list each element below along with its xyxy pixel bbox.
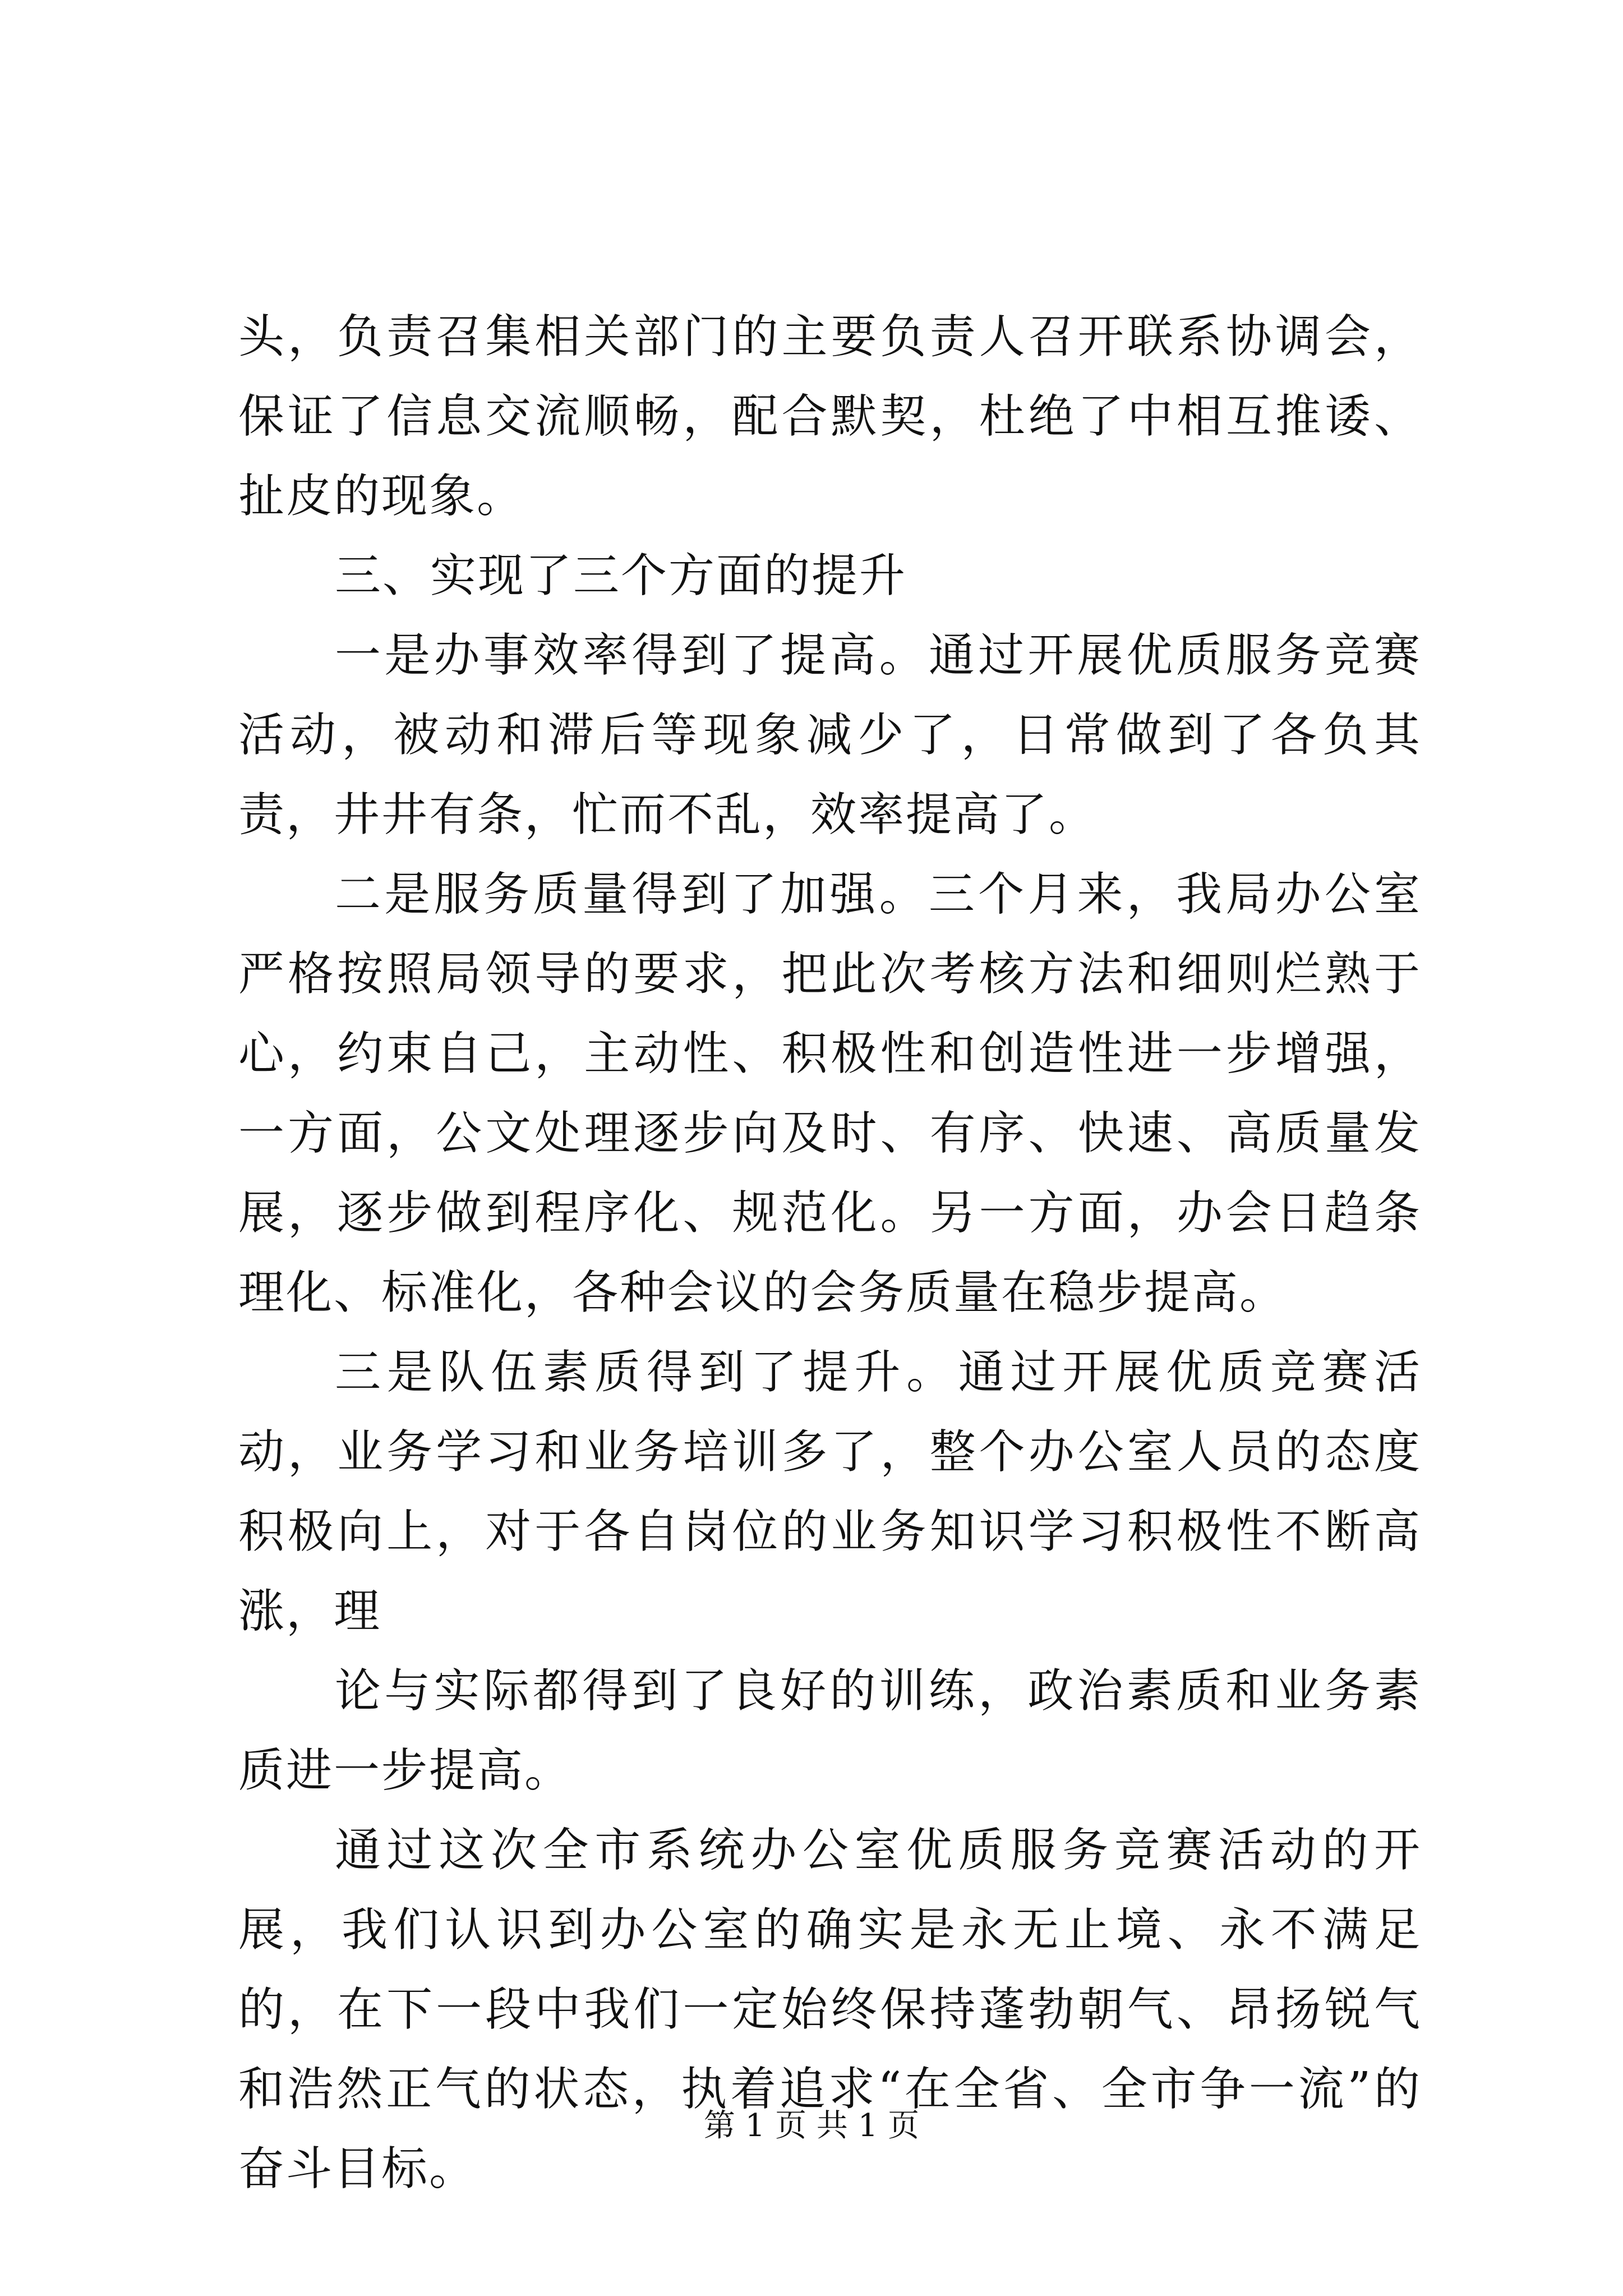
paragraph: 三是队伍素质得到了提升。通过开展优质竞赛活动，业务学习和业务培训多了，整个办公室人员的态度积极向上，对于各自岗位的业务知识学习积极性不断高涨，理 (238, 1346, 1422, 1638)
paragraph: 通过这次全市系统办公室优质服务竞赛活动的开展，我们认识到办公室的确实是永无止境、永不满足的，在下一段中我们一定始终保持蓬勃朝气、昂扬锐气和浩然正气的状态，执着追求“在全省、全市争一流”的奋斗目标。 (238, 1824, 1422, 2196)
page-footer: 第 1 页 共 1 页 (703, 2108, 920, 2144)
paragraph: 头，负责召集相关部门的主要负责人召开联系协调会，保证了信息交流顺畅，配合默契，杜绝了中相互推诿、扯皮的现象。 (238, 310, 1422, 523)
document-body (238, 297, 1422, 2209)
section-heading: 三、实现了三个方面的提升 (335, 549, 907, 602)
paragraph: 一是办事效率得到了提高。通过开展优质服务竞赛活动，被动和滞后等现象减少了，日常做到了各负其责，井井有条，忙而不乱，效率提高了。 (238, 629, 1422, 841)
paragraph: 二是服务质量得到了加强。三个月来，我局办公室严格按照局领导的要求，把此次考核方法和细则烂熟于心，约束自己，主动性、积极性和创造性进一步增强，一方面，公文处理逐步向及时、有序、快速、高质量发展，逐步做到程序化、规范化。另一方面，办会日趋条理化、标准化，各种会议的会务质量在稳步提高。 (238, 868, 1422, 1319)
paragraph: 论与实际都得到了良好的训练，政治素质和业务素质进一步提高。 (238, 1664, 1422, 1797)
